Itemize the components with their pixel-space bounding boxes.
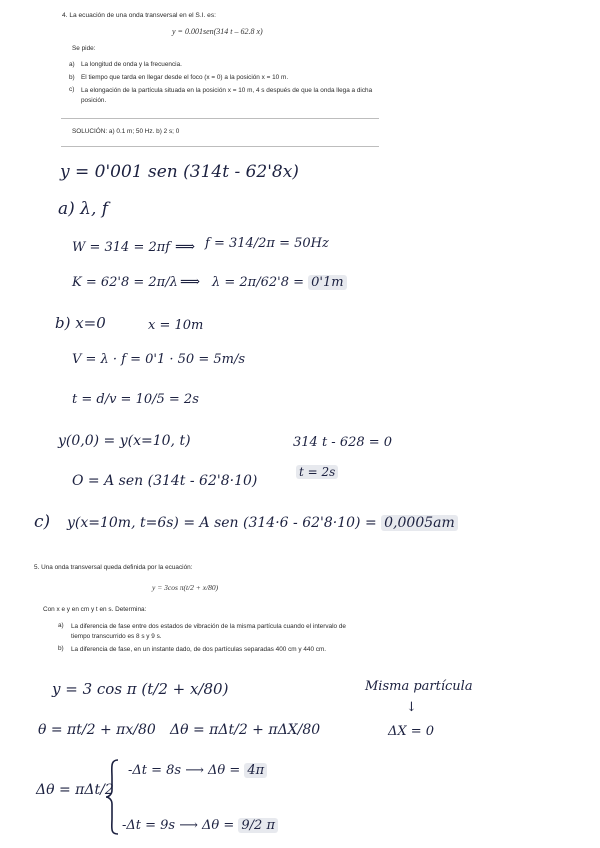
hand4-wave-equation: y = 0'001 sen (314t - 62'8x) bbox=[60, 162, 299, 182]
problem4-item-c-text: La elongación de la partícula situada en la posición x = 10 m, 4 s después de que la onda llega a dicha posición. bbox=[81, 87, 373, 104]
hand4-part-c-label: c) bbox=[34, 512, 51, 532]
hand5-case-2 bbox=[122, 818, 278, 833]
hand5-case-1-text: -Δt = 8s ⟶ Δθ = bbox=[128, 763, 241, 778]
hand4-part-c-line bbox=[67, 515, 458, 531]
problem5-equation: y = 3cos π(t/2 + x/80) bbox=[152, 583, 219, 592]
hand4-lambda-text: λ = 2π/62'8 = bbox=[212, 275, 305, 290]
hand4-part-c-highlight: 0,0005am bbox=[381, 515, 458, 531]
hand4-time-highlight: t = 2s bbox=[296, 465, 338, 479]
hand5-delta-x: ΔX = 0 bbox=[388, 724, 435, 739]
hand4-omega-line: W = 314 = 2πf bbox=[72, 240, 171, 255]
problem4-item-a-text: La longitud de onda y la frecuencia. bbox=[81, 61, 182, 68]
problem5-title: 5. Una onda transversal queda definida por la ecuación: bbox=[34, 564, 193, 571]
hand4-frequency-result bbox=[205, 236, 329, 251]
hand5-case-2-highlight: 9/2 π bbox=[238, 818, 278, 833]
problem4-item-b-letter: b) bbox=[69, 74, 75, 81]
hand4-phase-zero: 314 t - 628 = 0 bbox=[293, 435, 393, 450]
hand5-case-1-highlight: 4π bbox=[244, 763, 267, 778]
solution-top-rule bbox=[61, 118, 379, 119]
problem4-solution: SOLUCIÓN: a) 0.1 m; 50 Hz. b) 2 s; 0 bbox=[72, 128, 180, 135]
hand5-side-note: Misma partícula bbox=[365, 679, 473, 694]
problem4-asks: Se pide: bbox=[72, 45, 96, 52]
problem5-item-b-text: La diferencia de fase, en un instante dado, de dos partículas separadas 400 cm y 440 cm. bbox=[71, 646, 327, 653]
problem4-title: 4. La ecuación de una onda transversal en el S.I. es: bbox=[62, 12, 216, 19]
implies-arrow-2: ⟹ bbox=[180, 274, 201, 290]
hand4-part-c-text: y(x=10m, t=6s) = A sen (314·6 - 62'8·10) = bbox=[67, 515, 377, 531]
solution-bottom-rule bbox=[61, 146, 379, 147]
problem5-item-b-letter: b) bbox=[58, 645, 64, 652]
problem4-item-c-letter: c) bbox=[69, 86, 75, 93]
hand5-delta-theta-lhs: Δθ = πΔt/2 bbox=[36, 782, 114, 798]
problem5-item-a-letter: a) bbox=[58, 622, 64, 629]
hand4-lambda-highlight: 0'1m bbox=[308, 275, 346, 290]
hand4-zero-equation: O = A sen (314t - 62'8·10) bbox=[72, 473, 258, 489]
problem4-item-a-letter: a) bbox=[69, 61, 75, 68]
hand5-delta-theta-line: Δθ = πΔt/2 + πΔX/80 bbox=[170, 722, 321, 738]
hand4-part-b-label: b) x=0 bbox=[55, 314, 106, 332]
hand5-theta-line: θ = πt/2 + πx/80 bbox=[38, 722, 156, 738]
hand4-part-a-label: a) λ, f bbox=[58, 199, 109, 219]
problem4-equation: y = 0.001sen(314 t – 62.8 x) bbox=[172, 27, 263, 36]
problem4-item-b-text: El tiempo que tarda en llegar desde el foco (x = 0) a la posición x = 10 m. bbox=[81, 74, 289, 81]
hand5-case-2-text: -Δt = 9s ⟶ Δθ = bbox=[122, 818, 235, 833]
hand5-case-1 bbox=[128, 763, 267, 778]
problem5-units: Con x e y en cm y t en s. Determina: bbox=[43, 606, 147, 613]
hand4-time-line: t = d/v = 10/5 = 2s bbox=[72, 392, 199, 407]
hand4-frequency-text: f = 314/2π = 50Hz bbox=[205, 236, 329, 251]
problem5-item-a-text: La diferencia de fase entre dos estados de vibración de la misma partícula cuando el intervalo de tiempo transcurrido es 8 s y 9 s. bbox=[71, 623, 346, 640]
hand5-wave-equation: y = 3 cos π (t/2 + x/80) bbox=[52, 680, 229, 698]
curly-brace bbox=[104, 758, 124, 836]
implies-arrow-1: ⟹ bbox=[175, 239, 196, 255]
hand4-lambda-result bbox=[212, 275, 347, 290]
hand4-k-line: K = 62'8 = 2π/λ bbox=[72, 275, 178, 290]
hand4-x10: x = 10m bbox=[148, 318, 204, 333]
hand4-y-equality: y(0,0) = y(x=10, t) bbox=[58, 433, 191, 449]
hand4-speed-line: V = λ · f = 0'1 · 50 = 5m/s bbox=[72, 352, 246, 367]
hand5-arrow-down: ↓ bbox=[406, 700, 417, 715]
